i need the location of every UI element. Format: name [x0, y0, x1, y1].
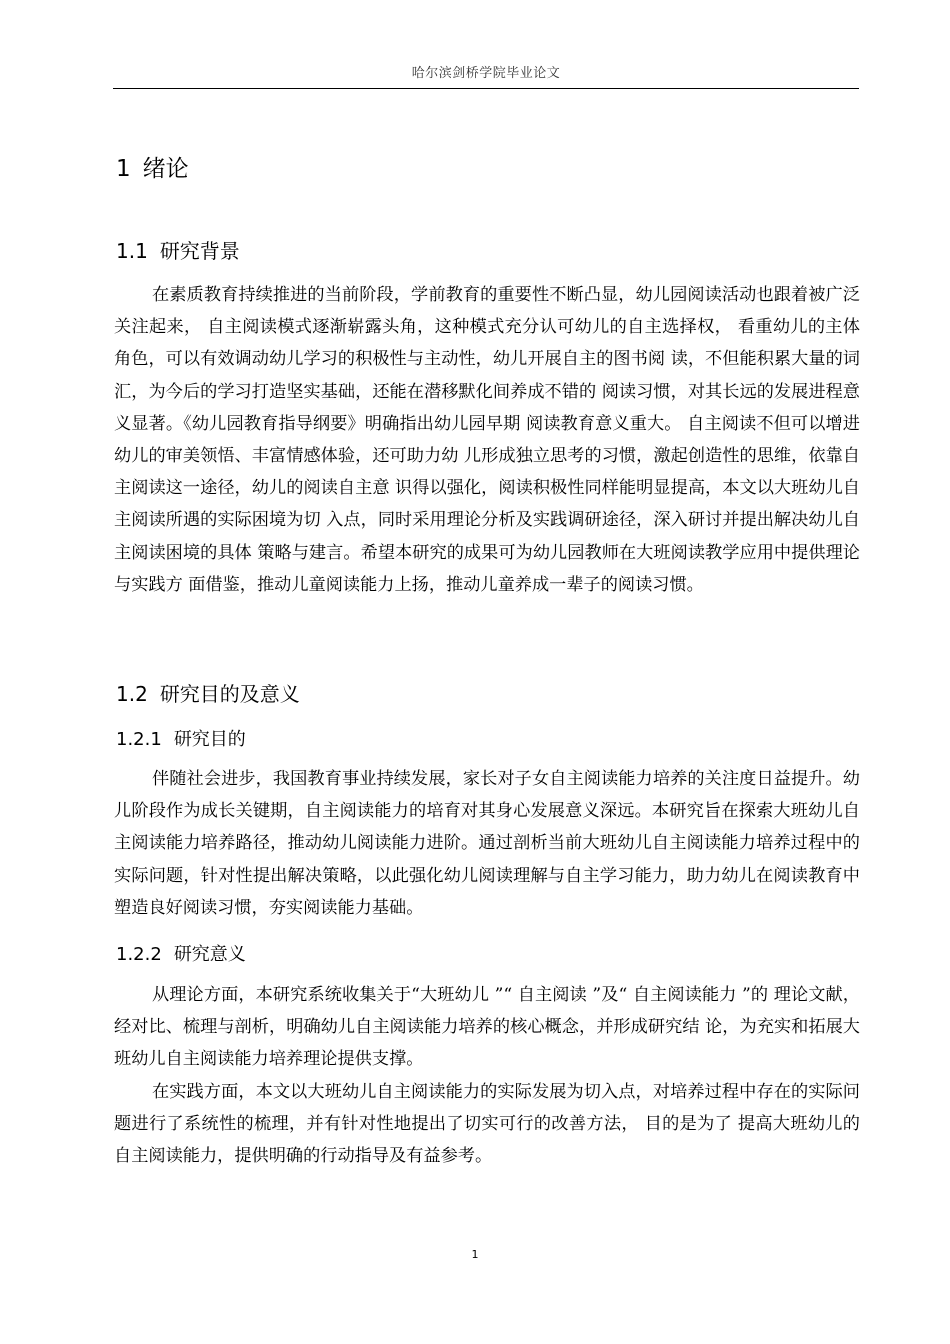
section-number: 1.1	[116, 239, 148, 263]
subsection-number: 1.2.1	[116, 729, 162, 750]
subsection-heading-1-2-2	[116, 940, 246, 966]
subsection-number: 1.2.2	[116, 944, 162, 965]
section-number: 1.2	[116, 682, 148, 706]
page-header: 哈尔滨剑桥学院毕业论文	[411, 66, 561, 81]
chapter-title: 绪论	[142, 156, 189, 182]
chapter-heading	[116, 150, 189, 183]
paragraph-significance-practice: 在实践方面，本文以大班幼儿自主阅读能力的实际发展为切入点，对培养过程中存在的实际问题进行了系统性的梳理，并有针对性地提出了切实可行的改善方法， 目的是为了 提高大班幼儿的自主阅读能力，提供明确的行动指导及有益参考。	[114, 1082, 860, 1167]
header-rule	[113, 88, 859, 89]
section-title: 研究背景	[159, 239, 240, 263]
section-heading-1-1	[116, 235, 240, 264]
subsection-title: 研究意义	[173, 944, 246, 965]
paragraph-significance-theory: 从理论方面，本研究系统收集关于“大班幼儿 ”“ 自主阅读 ”及“ 自主阅读能力 ”的 理论文献，经对比、梳理与剖析，明确幼儿自主阅读能力培养的核心概念，并形成研究结 论，为充实和拓展大班幼儿自主阅读能力培养理论提供支撑。	[114, 985, 860, 1070]
paragraph-purpose: 伴随社会进步，我国教育事业持续发展，家长对子女自主阅读能力培养的关注度日益提升。幼儿阶段作为成长关键期，自主阅读能力的培育对其身心发展意义深远。本研究旨在探索大班幼儿自主阅读能力培养路径，推动幼儿阅读能力进阶。通过剖析当前大班幼儿自主阅读能力培养过程中的实际问题，针对性提出解决策略，以此强化幼儿阅读理解与自主学习能力，助力幼儿在阅读教育中塑造良好阅读习惯，夯实阅读能力基础。	[114, 769, 860, 918]
chapter-number: 1	[116, 156, 131, 182]
section-heading-1-2	[116, 678, 300, 707]
page-number: 1	[471, 1248, 479, 1261]
section-title: 研究目的及意义	[159, 682, 300, 706]
subsection-heading-1-2-1	[116, 725, 246, 751]
paragraph-background: 在素质教育持续推进的当前阶段，学前教育的重要性不断凸显，幼儿园阅读活动也跟着被广泛关注起来， 自主阅读模式逐渐崭露头角，这种模式充分认可幼儿的自主选择权， 看重幼儿的主体角色，可以有效调动幼儿学习的积极性与主动性，幼儿开展自主的图书阅 读，不但能积累大量的词汇，为今后的学习打造坚实基础，还能在潜移默化间养成不错的 阅读习惯，对其长远的发展进程意义显著。《幼儿园教育指导纲要》明确指出幼儿园早期 阅读教育意义重大。 自主阅读不但可以增进幼儿的审美领悟、丰富情感体验，还可助力幼 儿形成独立思考的习惯，激起创造性的思维，依靠自主阅读这一途径，幼儿的阅读自主意 识得以强化，阅读积极性同样能明显提高，本文以大班幼儿自主阅读所遇的实际困境为切 入点，同时采用理论分析及实践调研途径，深入研讨并提出解决幼儿自主阅读困境的具体 策略与建言。希望本研究的成果可为幼儿园教师在大班阅读教学应用中提供理论与实践方 面借鉴，推动儿童阅读能力上扬，推动儿童养成一辈子的阅读习惯。	[114, 285, 860, 595]
subsection-title: 研究目的	[173, 729, 246, 750]
